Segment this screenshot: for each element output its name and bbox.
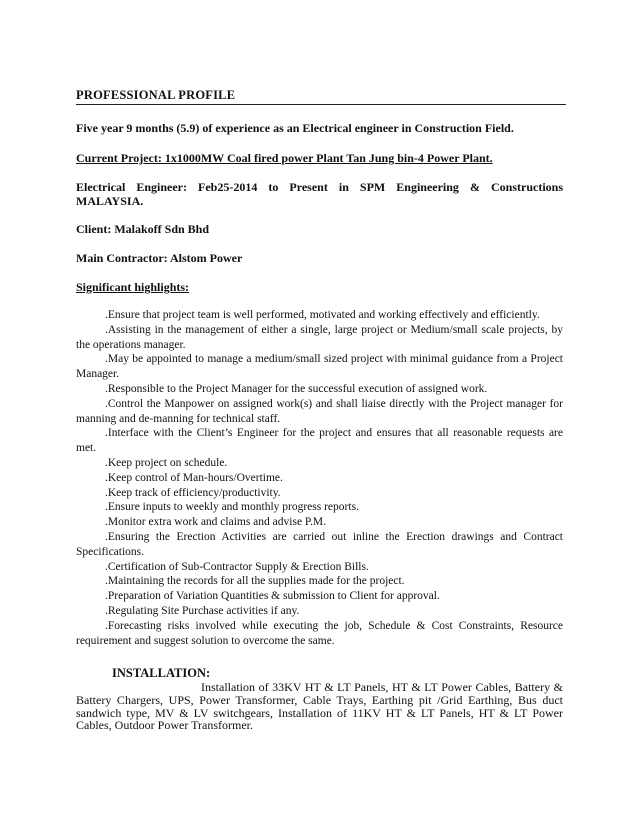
highlight-item: .Keep project on schedule. xyxy=(105,456,228,469)
highlight-item: .Interface with the Client’s Engineer for the project and ensures that all reasonable requests are met. xyxy=(76,427,563,455)
highlight-item: .May be appointed to manage a medium/small sized project with minimal guidance from a Project Manager. xyxy=(76,353,563,381)
highlights-list xyxy=(76,308,563,648)
highlight-item: .Ensure inputs to weekly and monthly progress reports. xyxy=(105,501,359,514)
main-contractor: Main Contractor: Alstom Power xyxy=(76,251,243,265)
role-line-2: MALAYSIA. xyxy=(76,194,144,208)
highlights-heading: Significant highlights: xyxy=(76,280,190,294)
highlight-item: .Certification of Sub-Contractor Supply & Erection Bills. xyxy=(105,560,369,573)
highlight-item: .Keep control of Man-hours/Overtime. xyxy=(105,471,283,484)
highlight-item: .Forecasting risks involved while executing the job, Schedule & Cost Constraints, Resource requirement and suggest solution to overcome the same. xyxy=(76,619,563,647)
experience-summary: Five year 9 months (5.9) of experience as an Electrical engineer in Construction Field. xyxy=(76,121,514,135)
highlight-item: .Ensure that project team is well performed, motivated and working effectively and efficiently. xyxy=(105,309,540,321)
highlight-item: .Control the Manpower on assigned work(s) and shall liaise directly with the Project manager for manning and de-manning for technical staff. xyxy=(76,397,563,425)
current-project: Current Project: 1x1000MW Coal fired power Plant Tan Jung bin-4 Power Plant. xyxy=(76,151,493,165)
role-line-1: Electrical Engineer: Feb25-2014 to Present in SPM Engineering & Constructions xyxy=(76,180,563,194)
installation-text: Installation of 33KV HT & LT Panels, HT & LT Power Cables, Battery & Battery Chargers, UPS, Power Transformer, Cable Trays, Earthing pit /Grid Earthing, Bus duct sandwich type, MV & LV switchgears, Installation of 11KV HT & LT Panels, HT & LT Power Cables, Outdoor Power Transformer. xyxy=(76,680,563,733)
section-title: PROFESSIONAL PROFILE xyxy=(76,88,236,102)
highlight-item: .Assisting in the management of either a single, large project or Medium/small scale projects, by the operations manager. xyxy=(76,323,563,351)
installation-heading: INSTALLATION: xyxy=(112,666,211,680)
highlight-item: .Monitor extra work and claims and advise P.M. xyxy=(105,516,327,529)
section-divider xyxy=(76,104,566,105)
client: Client: Malakoff Sdn Bhd xyxy=(76,222,210,236)
highlight-item: .Maintaining the records for all the supplies made for the project. xyxy=(105,575,405,588)
highlight-item: .Keep track of efficiency/productivity. xyxy=(105,486,281,499)
role-block xyxy=(76,180,563,208)
highlight-item: .Regulating Site Purchase activities if any. xyxy=(105,604,300,617)
highlight-item: .Preparation of Variation Quantities & submission to Client for approval. xyxy=(105,590,440,603)
highlight-item: .Responsible to the Project Manager for the successful execution of assigned work. xyxy=(105,382,488,395)
highlight-item: .Ensuring the Erection Activities are carried out inline the Erection drawings and Contract Specifications. xyxy=(76,530,563,558)
